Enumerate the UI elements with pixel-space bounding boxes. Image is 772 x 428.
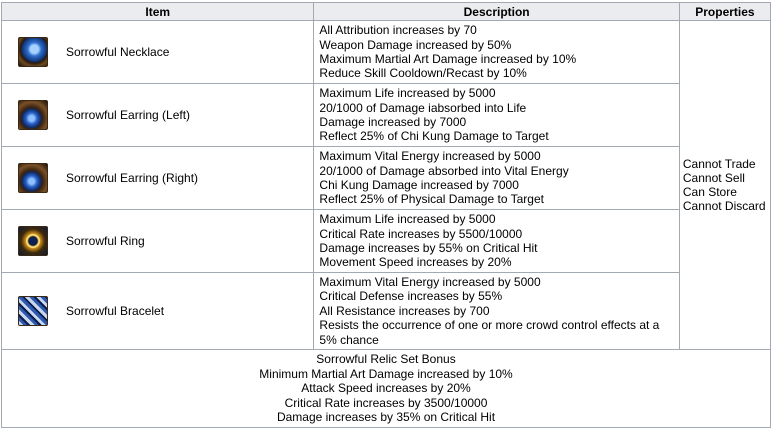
- necklace-icon: [18, 37, 48, 67]
- item-description: [314, 273, 679, 350]
- header-item: Item: [2, 3, 314, 21]
- item-description: [314, 147, 679, 210]
- item-description: [314, 21, 679, 84]
- header-description: Description: [314, 3, 679, 21]
- property-text: Can Store: [682, 185, 737, 200]
- set-bonus-line: Critical Rate increases by 3500/10000: [284, 395, 488, 410]
- earring-icon: [18, 100, 48, 130]
- items-table: [1, 2, 771, 428]
- set-bonus-line: Damage increases by 35% on Critical Hit: [276, 410, 496, 425]
- description-line: Maximum Martial Art Damage increased by 10%: [319, 52, 577, 66]
- property-text: Cannot Trade: [682, 157, 756, 172]
- description-line: All Resistance increases by 700: [319, 303, 490, 318]
- table-row: [2, 21, 771, 84]
- ring-icon: [18, 226, 48, 256]
- description-line: Critical Rate increases by 5500/10000: [319, 226, 523, 241]
- set-bonus-cell: [2, 350, 771, 428]
- set-bonus-line: Minimum Martial Art Damage increased by 10%: [259, 366, 513, 381]
- item-cell: [2, 21, 314, 84]
- item-name: Sorrowful Earring (Left): [66, 108, 191, 122]
- item-cell: [2, 210, 314, 273]
- property-text: Cannot Discard: [682, 199, 766, 214]
- item-cell: [2, 273, 314, 350]
- description-line: Reflect 25% of Chi Kung Damage to Target: [319, 129, 549, 144]
- description-line: Reduce Skill Cooldown/Recast by 10%: [319, 66, 527, 81]
- description-line: 20/1000 of Damage absorbed into Vital Energy: [319, 163, 569, 178]
- description-line: Damage increases by 55% on Critical Hit: [319, 241, 538, 255]
- earring-icon: [18, 163, 48, 193]
- item-name: Sorrowful Earring (Right): [66, 171, 199, 185]
- item-cell: [2, 84, 314, 147]
- set-bonus-line: Attack Speed increases by 20%: [301, 381, 471, 396]
- description-line: Damage increased by 7000: [319, 115, 467, 129]
- description-line: Reflect 25% of Physical Damage to Target: [319, 192, 544, 207]
- set-bonus-title: Sorrowful Relic Set Bonus: [316, 352, 456, 367]
- description-line: All Attribution increases by 70: [319, 23, 477, 38]
- description-line: Maximum Vital Energy increased by 5000: [319, 275, 541, 289]
- description-line: Chi Kung Damage increased by 7000: [319, 178, 519, 192]
- table-row: [2, 210, 771, 273]
- table-row: [2, 273, 771, 350]
- property-text: Cannot Sell: [682, 171, 745, 186]
- description-line: Resists the occurrence of one or more crowd control effects at a 5% chance: [319, 318, 660, 347]
- description-line: Critical Defense increases by 55%: [319, 289, 503, 304]
- item-cell: [2, 147, 314, 210]
- properties-cell: [679, 21, 770, 350]
- item-description: [314, 84, 679, 147]
- description-line: 20/1000 of Damage iabsorbed into Life: [319, 100, 527, 115]
- table-row: [2, 147, 771, 210]
- table-row: [2, 84, 771, 147]
- item-description: [314, 210, 679, 273]
- header-properties: Properties: [679, 3, 770, 21]
- description-line: Weapon Damage increased by 50%: [319, 37, 512, 52]
- item-name: Sorrowful Ring: [66, 234, 145, 248]
- description-line: Movement Speed increases by 20%: [319, 255, 512, 270]
- item-name: Sorrowful Necklace: [66, 45, 170, 59]
- description-line: Maximum Vital Energy increased by 5000: [319, 149, 541, 164]
- header-row: [2, 3, 771, 21]
- item-name: Sorrowful Bracelet: [66, 304, 165, 319]
- description-line: Maximum Life increased by 5000: [319, 86, 496, 101]
- bracelet-icon: [18, 296, 48, 326]
- set-bonus-row: [2, 350, 771, 428]
- description-line: Maximum Life increased by 5000: [319, 212, 496, 227]
